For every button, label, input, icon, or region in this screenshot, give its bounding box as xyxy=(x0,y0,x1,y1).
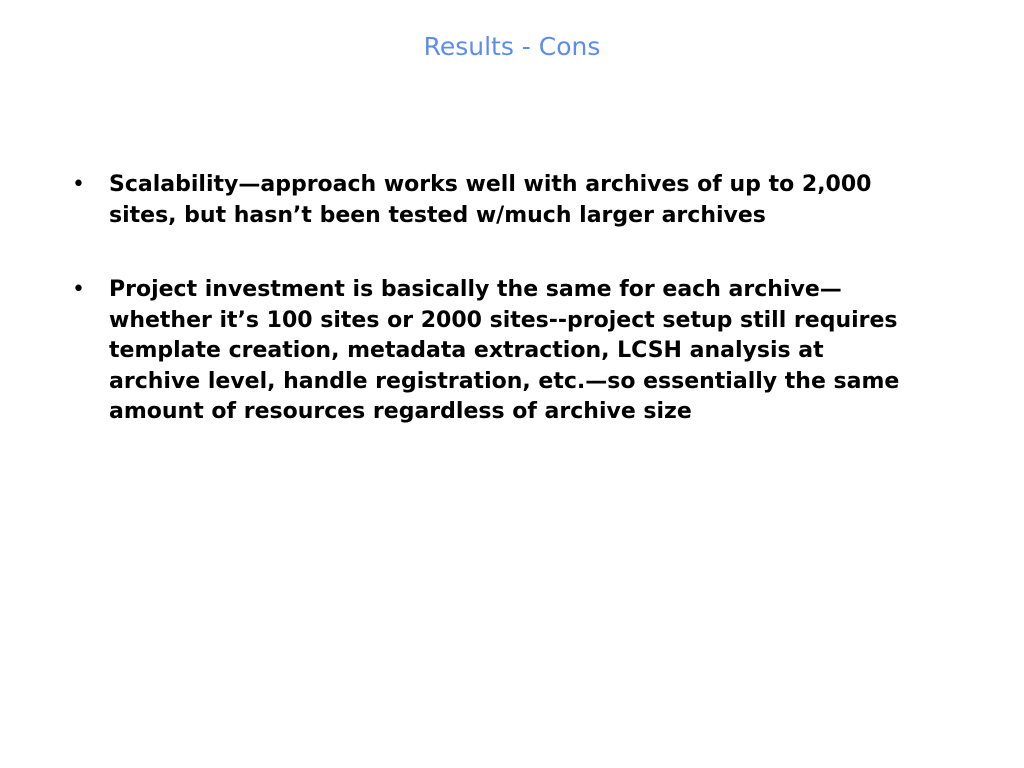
slide-title: Results - Cons xyxy=(423,32,601,61)
bullet-marker: • xyxy=(72,172,85,197)
bullet-list xyxy=(72,170,912,472)
bullet-item xyxy=(72,170,912,231)
bullet-text-project-investment: Project investment is basically the same for each archive—whether it’s 100 sites or 2000 sites--project setup still requires template creation, metadata extraction, LCSH analysis at archive level, handle registration, etc.—so essentially the same amount of resources regardless of archive size xyxy=(109,277,900,424)
bullet-text-scalability: Scalability—approach works well with archives of up to 2,000 sites, but hasn’t been tested w/much larger archives xyxy=(109,172,872,228)
bullet-marker: • xyxy=(72,277,85,302)
bullet-item xyxy=(72,275,912,428)
